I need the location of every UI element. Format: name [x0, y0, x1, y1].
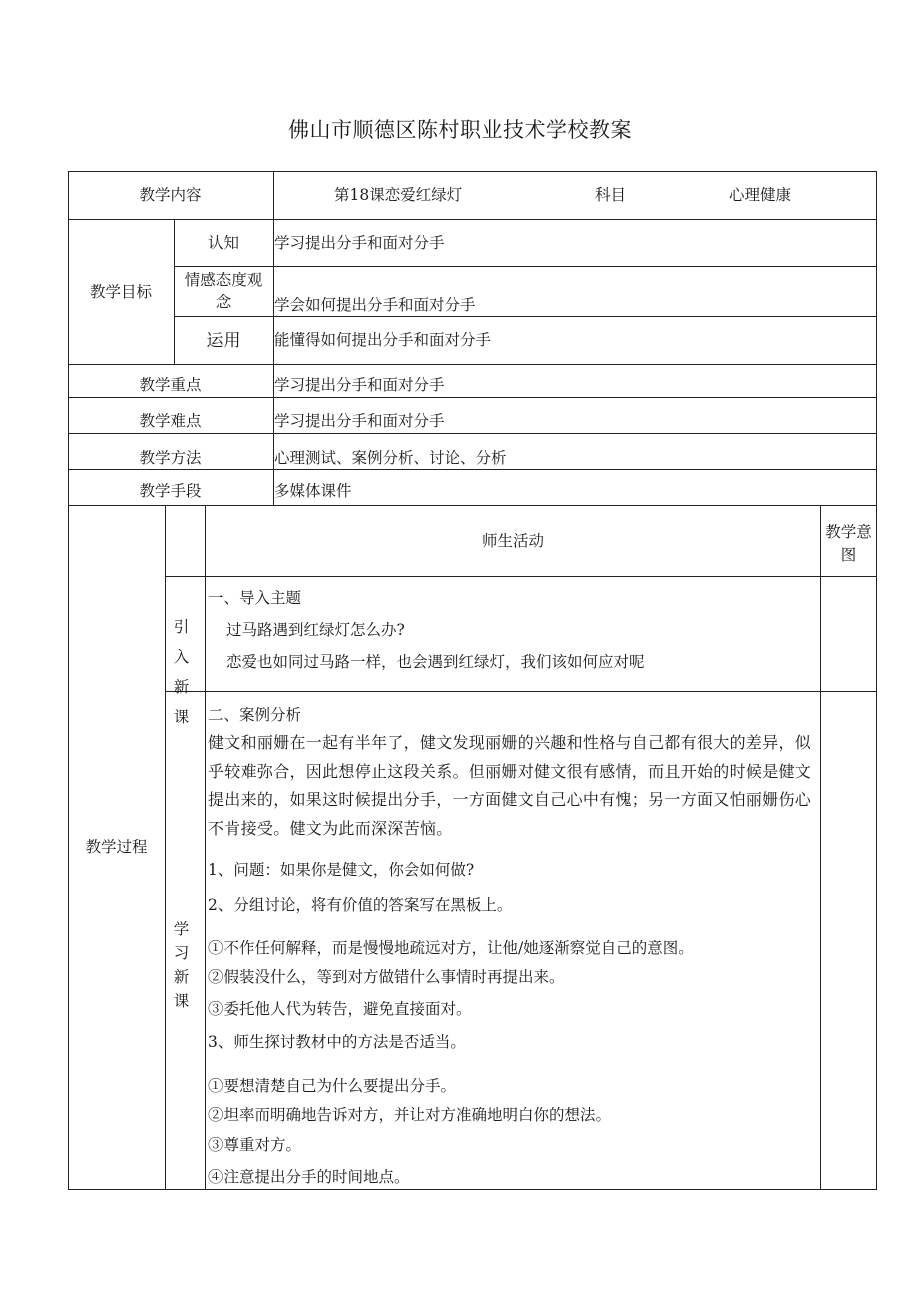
method-item: ②坦率而明确地告诉对方，并让对方准确地明白你的想法。 [208, 1106, 612, 1124]
case-text: 健文和丽姗在一起有半年了，健文发现丽姗的兴趣和性格与自己都有很大的差异，似乎较难弥合，因此想停止这段关系。但丽姗对健文很有感情，而且开始的时候是健文提出来的，如果这时候提出分手，一方面健文自己心中有愧；另一方面又怕丽姗伤心不肯接受。健文为此而深深苦恼。 [208, 733, 812, 838]
row-label-key-points: 教学重点 [139, 376, 202, 394]
goal-label-cognition: 认知 [207, 234, 239, 252]
content-value: 第18课恋爱红绿灯 [334, 186, 463, 204]
lesson-plan-table [68, 171, 877, 1190]
question-3: 3、师生探讨教材中的方法是否适当。 [208, 1033, 466, 1051]
row-value-means: 多媒体课件 [274, 482, 352, 500]
row-divider [68, 219, 877, 220]
intro-heading: 一、导入主题 [208, 589, 302, 607]
content-label: 教学内容 [139, 186, 202, 204]
intro-label: 引入新课 [173, 618, 198, 726]
question-1: 1、问题：如果你是健文，你会如何做? [208, 861, 475, 879]
row-divider [165, 691, 877, 692]
goals-label: 教学目标 [89, 283, 152, 301]
intro-line-2: 恋爱也如同过马路一样，也会遇到红绿灯，我们该如何应对呢 [226, 653, 645, 671]
page-title: 佛山市顺德区陈村职业技术学校教案 [288, 118, 632, 142]
answer-item: ①不作任何解释，而是慢慢地疏远对方，让他/她逐渐察觉自己的意图。 [208, 939, 694, 957]
row-divider [165, 576, 877, 577]
table-border [68, 1189, 877, 1190]
row-divider [68, 397, 877, 398]
col-divider [205, 505, 206, 1189]
goal-value-cognition: 学习提出分手和面对分手 [274, 234, 445, 252]
answer-item: ②假装没什么，等到对方做错什么事情时再提出来。 [208, 968, 565, 986]
row-divider [174, 316, 877, 317]
method-item: ④注意提出分手的时间地点。 [208, 1168, 410, 1186]
row-divider [68, 469, 877, 470]
table-border [68, 171, 877, 172]
row-label-methods: 教学方法 [139, 449, 202, 467]
row-divider [68, 364, 877, 365]
table-border [68, 171, 69, 1190]
intro-line-1: 过马路遇到红绿灯怎么办? [226, 621, 405, 639]
study-label: 学习新课 [173, 920, 198, 1010]
row-value-key-points: 学习提出分手和面对分手 [274, 376, 445, 394]
process-label: 教学过程 [85, 838, 148, 856]
goal-value-application: 能懂得如何提出分手和面对分手 [274, 331, 492, 349]
method-item: ③尊重对方。 [208, 1136, 302, 1154]
goal-label-application: 运用 [206, 331, 241, 351]
row-divider [68, 433, 877, 434]
table-border [876, 171, 877, 1190]
goal-label-attitude: 情感态度观念 [184, 271, 263, 311]
answer-item: ③委托他人代为转告，避免直接面对。 [208, 1000, 472, 1018]
col-divider [820, 505, 821, 1189]
goal-value-attitude: 学会如何提出分手和面对分手 [274, 296, 476, 314]
col-divider [165, 505, 166, 1189]
row-label-difficulties: 教学难点 [139, 412, 202, 430]
method-item: ①要想清楚自己为什么要提出分手。 [208, 1077, 457, 1095]
subject-value: 心理健康 [729, 186, 792, 204]
study-heading: 二、案例分析 [208, 706, 302, 724]
activity-header: 师生活动 [481, 532, 544, 550]
row-divider [68, 505, 877, 506]
row-value-difficulties: 学习提出分手和面对分手 [274, 412, 445, 430]
question-2: 2、分组讨论，将有价值的答案写在黑板上。 [208, 896, 513, 914]
row-value-methods: 心理测试、案例分析、讨论、分析 [274, 449, 507, 467]
row-label-means: 教学手段 [139, 482, 202, 500]
subject-label: 科目 [595, 186, 627, 204]
intent-header: 教学意图 [825, 523, 872, 564]
row-divider [174, 266, 877, 267]
